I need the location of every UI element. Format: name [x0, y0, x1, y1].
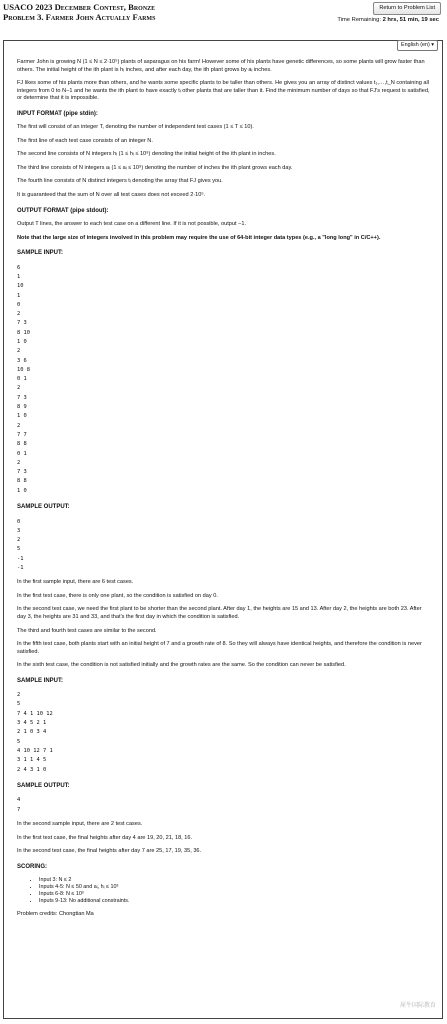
sample-input-heading: SAMPLE INPUT:: [17, 250, 64, 257]
sample-output-2: 4 7: [17, 797, 21, 813]
scoring-list: [39, 877, 430, 905]
output-format-line: Output T lines, the answer to each test case on a different line. If it is not possible, output −1.: [17, 221, 247, 228]
statement-paragraph-2: FJ likes some of his plants more than others, and he wants some specific plants to be taller than others. He gives you an array of distinct values t₁,…,t_N containing all integers from 0 to N−1 and he wants the ith plant to have exactly tᵢ other plants that are taller than it. Find the minimum number of days so that FJ's request is satisfied, or determine that it is impossible.: [17, 80, 430, 102]
problem-panel: [3, 40, 443, 1019]
input-format-heading: INPUT FORMAT (pipe stdin):: [17, 110, 98, 117]
scoring-item: • Inputs 6-8: N ≤ 10³: [39, 891, 430, 898]
sample-explanation: In the first test case, the final heights after day 4 are 19, 20, 21, 18, 16.: [17, 834, 193, 841]
scoring-item: • Inputs 4-5: N ≤ 50 and aᵢ, hᵢ ≤ 10³: [39, 884, 430, 891]
sample-output-1: 0 3 2 5 -1 -1: [17, 518, 24, 572]
sample-explanation: In the first test case, there is only one plant, so the condition is satisfied on day 0.: [17, 592, 218, 599]
input-format-line: The third line consists of N integers aᵢ (1 ≤ aᵢ ≤ 10⁹) denoting the number of inches the ith plant grows each day.: [17, 164, 293, 171]
input-format-line: The second line consists of N integers hᵢ (1 ≤ hᵢ ≤ 10⁹) denoting the initial height of the ith plant in inches.: [17, 151, 276, 158]
problem-credits: Problem credits: Chongtian Ma: [17, 911, 94, 918]
input-format-line: The first will consist of an integer T, denoting the number of independent test cases (1 ≤ T ≤ 10).: [17, 124, 254, 131]
sample-output-heading: SAMPLE OUTPUT:: [17, 504, 70, 511]
sample-input-1: 6 1 10 1 0 2 7 3 8 10 1 0 2 3 6 10 8 0 1 2 7 3 8 9 1 0 2 7 7 8 8 0 1 2 7 3 8 8 1 0: [17, 264, 30, 494]
scoring-heading: SCORING:: [17, 863, 47, 870]
sample-explanation: In the sixth test case, the condition is not satisfied initially and the growth rates are the same. So the condition can never be satisfied.: [17, 662, 346, 669]
input-format-line: It is guaranteed that the sum of N over all test cases does not exceed 2·10⁵.: [17, 191, 206, 198]
problem-statement: [17, 59, 430, 925]
sample-input-2: 2 5 7 4 1 10 12 3 4 5 2 1 2 1 0 3 4 5 4 10 12 7 1 3 1 1 4 5 2 4 3 1 0: [17, 692, 53, 773]
scoring-item: • Input 3: N ≤ 2: [39, 877, 430, 884]
output-format-note: Note that the large size of integers involved in this problem may require the use of 64-bit integer data types (e.g., a "long long" in C/C++).: [17, 234, 381, 241]
sample-explanation: In the first sample input, there are 6 test cases.: [17, 579, 134, 586]
chevron-down-icon: ▾: [431, 42, 434, 48]
sample-output-heading: SAMPLE OUTPUT:: [17, 782, 70, 789]
statement-paragraph-1: Farmer John is growing N (1 ≤ N ≤ 2·10⁵) plants of asparagus on his farm! However some of his plants have genetic differences, so some plants will grow faster than others. The initial height of the ith plant is hᵢ inches, and after each day, the ith plant grows by aᵢ inches.: [17, 59, 425, 73]
input-format-line: The fourth line consists of N distinct integers tᵢ denoting the array that FJ gives you.: [17, 178, 223, 185]
time-remaining-value: 2 hrs, 51 min, 19 sec: [382, 17, 439, 23]
sample-explanation: The third and fourth test cases are similar to the second.: [17, 627, 157, 634]
sample-explanation: In the second sample input, there are 2 test cases.: [17, 820, 143, 827]
watermark: 犀牛国际教育: [399, 1002, 436, 1009]
contest-title: USACO 2023 December Contest, Bronze: [3, 2, 156, 12]
return-to-problem-list-button[interactable]: Return to Problem List: [373, 2, 441, 15]
page-header: [3, 2, 443, 30]
sample-explanation: In the fifth test case, both plants start with an initial height of 7 and a growth rate of 8. So they will always have identical heights, and therefore the condition is never satisfied.: [17, 641, 422, 655]
output-format-heading: OUTPUT FORMAT (pipe stdout):: [17, 207, 109, 214]
time-remaining: [337, 17, 439, 24]
input-format-line: The first line of each test case consists of an integer N.: [17, 137, 153, 144]
scoring-item: • Inputs 9-13: No additional constraints.: [39, 898, 430, 905]
sample-input-heading: SAMPLE INPUT:: [17, 677, 64, 684]
language-select-value: English (en): [401, 42, 430, 48]
time-remaining-label: Time Remaining:: [337, 17, 381, 23]
language-select[interactable]: [397, 40, 438, 51]
problem-title: Problem 3. Farmer John Actually Farms: [3, 12, 156, 23]
sample-explanation: In the second test case, the final heights after day 7 are 25, 17, 19, 35, 36.: [17, 848, 202, 855]
sample-explanation: In the second test case, we need the first plant to be shorter than the second plant. After day 1, the heights are 15 and 13. After day 2, the heights are both 23. After day 3, the heights are 31 and 33, and that's the first day in which the condition is satisfied.: [17, 606, 422, 620]
